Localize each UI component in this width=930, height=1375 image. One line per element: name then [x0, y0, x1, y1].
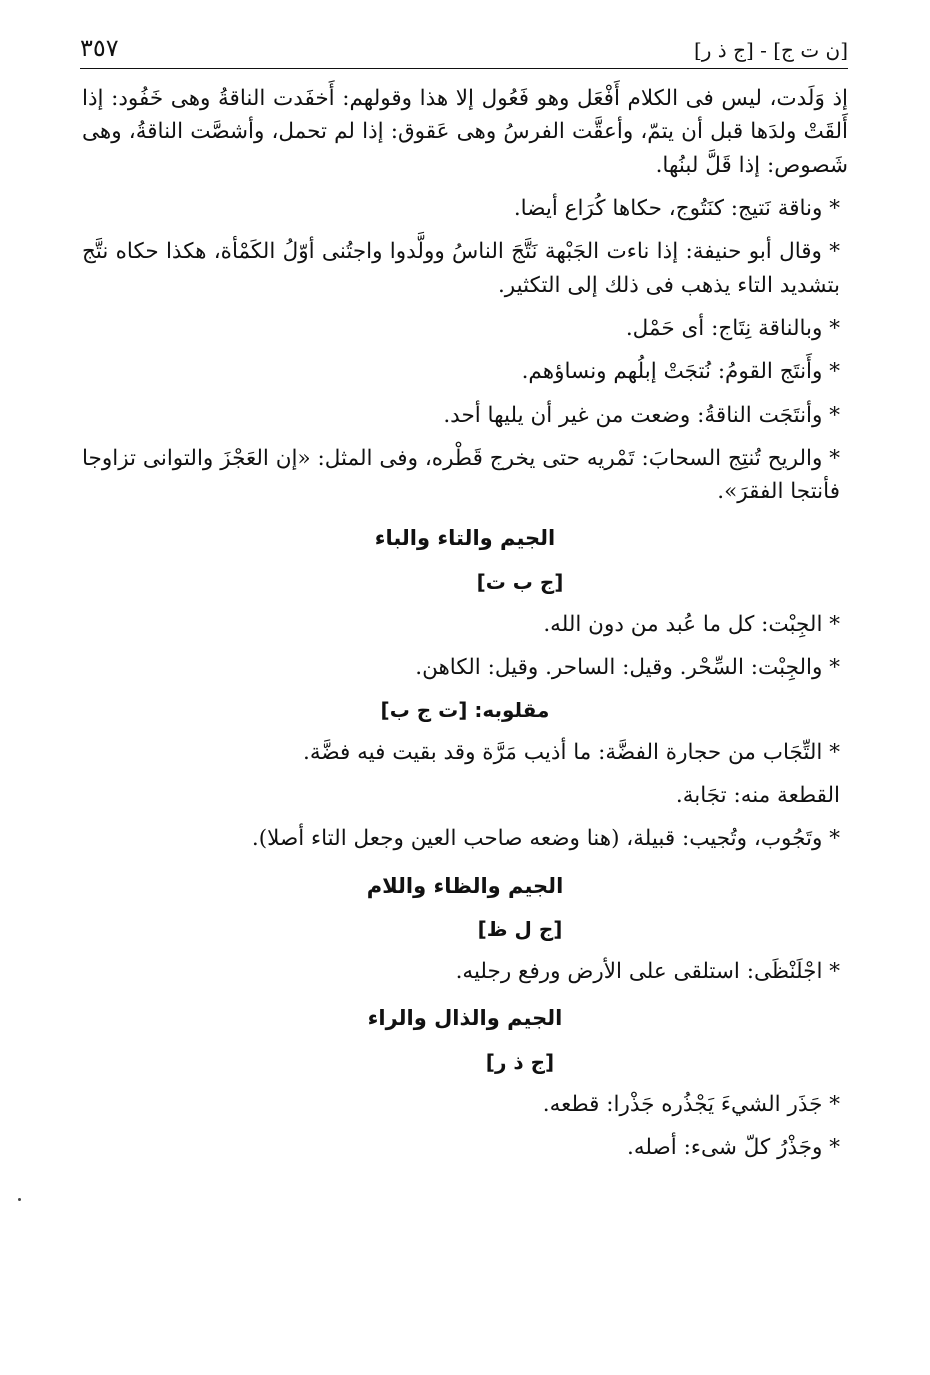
paragraph: * وبالناقة نِتَاج: أى حَمْل. [625, 315, 840, 341]
section-title: الجيم والظاء واللام [366, 873, 564, 898]
running-title: [ن ت ج] - [ج ذ ر] [693, 38, 848, 62]
paragraph: * وقال أبو حنيفة: إذا ناءت الجَبْهة نَتَّجَ الناسُ وولَّدوا واجتُنى أوّلُ الكَمْأة، هكذا حكاه نتَّج بتشديد التاء يذهب فى ذلك إلى التكثير. [82, 239, 840, 298]
paragraph: * وتَجُوب، وتُجيب: قبيلة، (هنا وضعه صاحب العين وجعل التاء أصلا). [251, 826, 840, 852]
paragraph: * الجِبْت: كل ما عُبد من دون الله. [543, 611, 840, 637]
page-body [82, 82, 848, 1175]
root-heading: [ج ذ ر] [485, 1049, 555, 1074]
paragraph: * التِّجَاب من حجارة الفضَّة: ما أذيب مَرَّة وقد بقيت فيه فضَّة. [302, 739, 840, 765]
page-number: ٣٥٧ [80, 34, 119, 62]
paragraph: * وأنتَجَت الناقةُ: وضعت من غير أن يليها أحد. [443, 402, 840, 428]
paragraph: إذ وَلَدت، ليس فى الكلام أَفْعَل وهو فَعُول إلا هذا وقولهم: أَخفَدت الناقةُ وهى خَفُود: إذا أَلقَتْ ولدَها قبل أن يتمّ، وأعقَّت الفرسُ وهى عَقوق: إذا لم تحمل، وأشصَّت الناقةُ، وهى شَصوص: إذا قَلَّ لبنُها. [82, 86, 848, 178]
inverted-root-heading: مقلوبه: [ت ج ب] [380, 697, 550, 722]
paragraph: * جَذَر الشيءَ يَجْذُره جَذْرا: قطعه. [542, 1091, 840, 1117]
page-header [80, 34, 848, 69]
paragraph: * وجَذْرُ كلّ شىء: أصله. [627, 1135, 840, 1161]
paragraph: * والريح تُنتِج السحابَ: تَمْريه حتى يخرج قَطْره، وفى المثل: «إن العَجْزَ والتوانى تزاوجا فأنتجا الفقرَ». [82, 445, 840, 505]
root-heading: [ج ل ظ] [477, 917, 563, 942]
paragraph: القطعة منه: تجَابة. [675, 782, 840, 808]
paragraph: * وناقة نَتيج: كنَتُوج، حكاها كُرَاع أيضا. [513, 195, 840, 221]
paragraph: * والجِبْت: السِّحْر. وقيل: الساحر. وقيل: الكاهن. [415, 655, 840, 681]
paragraph: * وأَنتَج القومُ: نُتجَتْ إبلُهم ونساؤهم. [521, 359, 840, 385]
section-title: الجيم والتاء والباء [374, 526, 556, 551]
root-heading: [ج ب ت] [476, 569, 564, 594]
section-title: الجيم والذال والراء [367, 1006, 563, 1031]
print-speck [18, 1198, 21, 1201]
paragraph: * اجْلَنْظَى: استلقى على الأرض ورفع رجليه. [455, 959, 840, 985]
